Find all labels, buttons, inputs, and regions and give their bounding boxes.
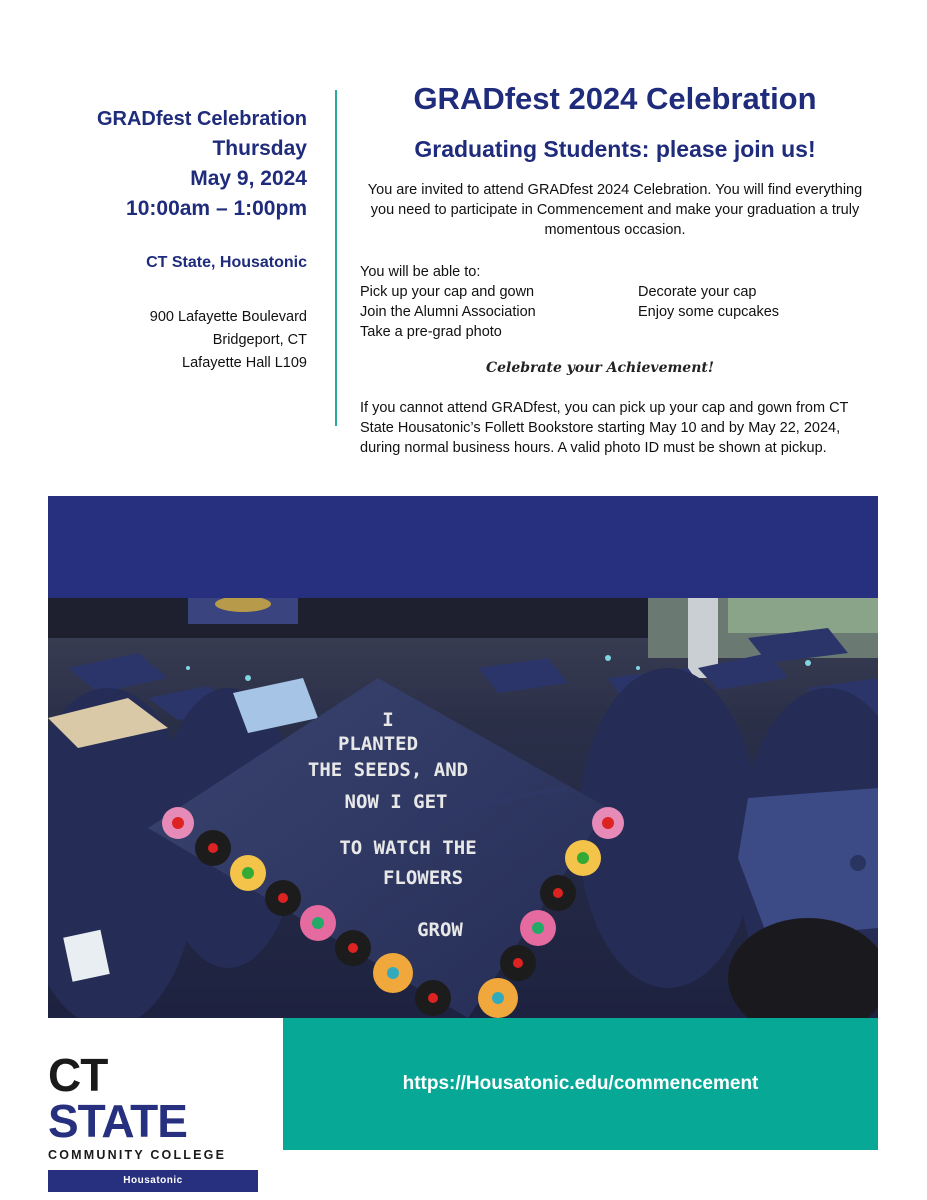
activity-item: Pick up your cap and gown: [360, 284, 535, 300]
page-title: GRADfest 2024 Celebration: [413, 81, 817, 116]
event-description: [360, 78, 870, 458]
cap-text-line: FLOWERS: [382, 867, 464, 889]
activities-heading: You will be able to:: [360, 264, 481, 280]
cap-text-line: GROW: [417, 919, 463, 941]
logo-ct: CT: [48, 1049, 108, 1101]
address-line: Bridgeport, CT: [212, 332, 307, 348]
intro-paragraph: You are invited to attend GRADfest 2024 Celebration. You will find everything you need to participate in Commencement and make your graduation a truly momentous occasion.: [367, 182, 863, 238]
event-title: GRADfest Celebration: [96, 108, 307, 130]
column-divider: [335, 90, 337, 426]
pickup-info: If you cannot attend GRADfest, you can pick up your cap and gown from CT State Housatonic’s Follett Bookstore starting May 10 and by May 22, 2024, during normal business hours. A valid photo ID must be shown at pickup.: [360, 400, 849, 456]
logo-campus-name: Housatonic: [48, 1170, 258, 1192]
ct-state-logo: [48, 1049, 258, 1192]
commencement-url-box: [283, 1018, 878, 1150]
event-address: [30, 306, 307, 375]
cap-text-line: TO WATCH THE: [339, 837, 477, 859]
banner-band: [48, 496, 878, 598]
activity-item: Take a pre-grad photo: [360, 324, 502, 340]
activity-item: Enjoy some cupcakes: [638, 304, 780, 320]
cap-text-line: THE SEEDS, AND: [307, 759, 469, 781]
logo-state: STATE: [48, 1095, 187, 1147]
activity-item: [638, 322, 868, 342]
event-day: Thursday: [212, 137, 307, 160]
address-line: 900 Lafayette Boulevard: [149, 309, 307, 325]
cap-text-line: PLANTED: [337, 733, 419, 755]
activity-item: Decorate your cap: [638, 284, 757, 300]
page-subtitle: Graduating Students: please join us!: [414, 136, 816, 162]
graduation-scene-illustration: [48, 598, 878, 1018]
cap-text-line: NOW I GET: [344, 791, 448, 813]
graduation-photo: [48, 598, 878, 1018]
event-details: [30, 104, 307, 375]
activity-item: Join the Alumni Association: [360, 304, 536, 320]
cap-text-line: I: [382, 709, 394, 731]
address-line: Lafayette Hall L109: [182, 355, 307, 371]
logo-wordmark: [48, 1049, 258, 1147]
commencement-link[interactable]: https://Housatonic.edu/commencement: [402, 1073, 759, 1094]
logo-community-college: COMMUNITY COLLEGE: [48, 1148, 227, 1162]
event-venue: CT State, Housatonic: [146, 254, 307, 271]
event-date: May 9, 2024: [190, 167, 307, 190]
celebrate-tagline: Celebrate your Achievement!: [485, 360, 714, 376]
activities-list: [360, 282, 870, 342]
event-time: 10:00am – 1:00pm: [126, 197, 307, 220]
